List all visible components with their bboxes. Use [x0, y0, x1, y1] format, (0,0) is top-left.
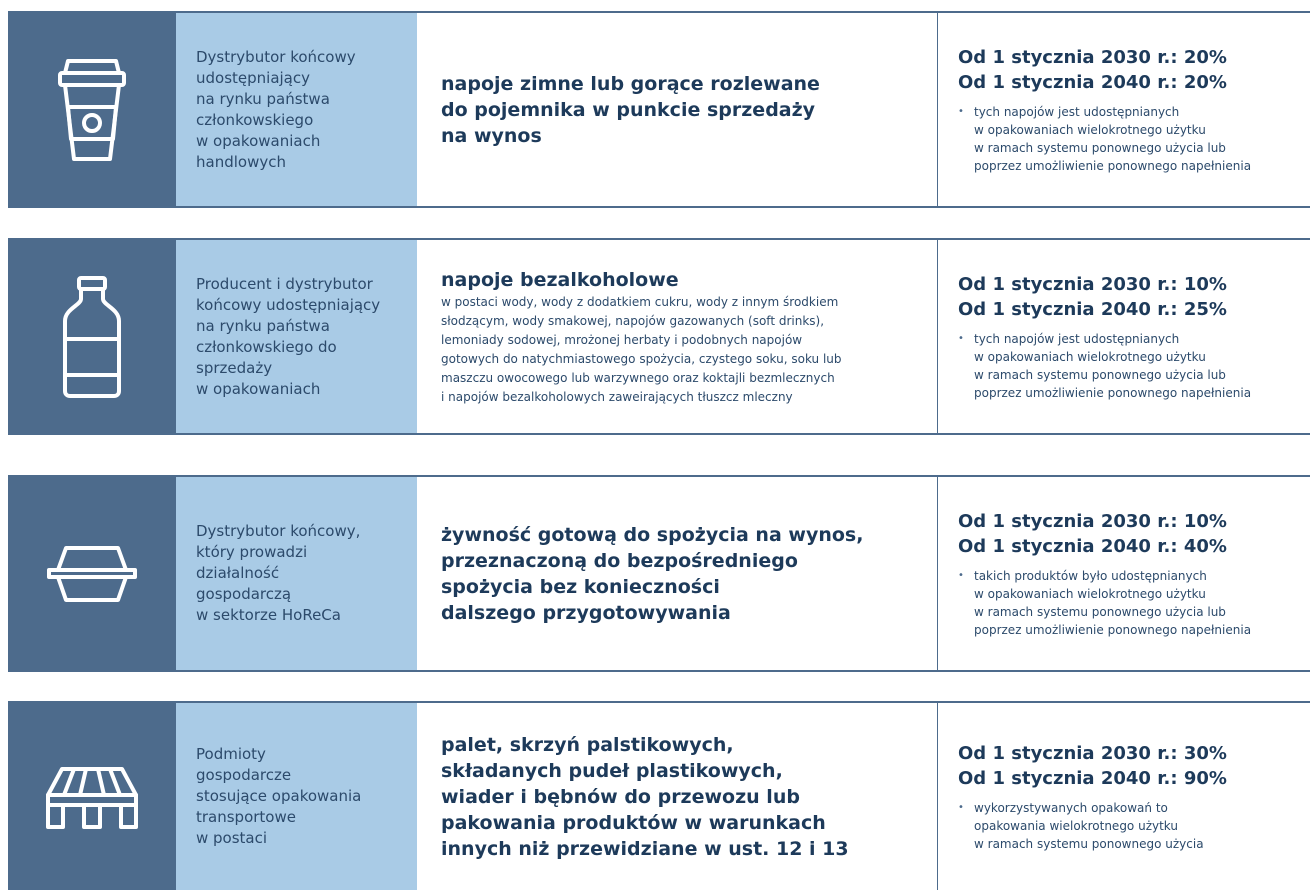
scope-title: palet, skrzyń palstikowych, składanych pudeł plastikowych, wiader i bębnów do przewozu lub pakowania produktów w warunkach innych niż przewidziane w ust. 12 i 13	[441, 733, 849, 860]
note-text: tych napojów jest udostępnianych w opakowaniach wielokrotnego użytku w ramach systemu ponownego użycia lub poprzez umożliwienie ponownego napełnienia	[974, 104, 1252, 173]
food-container-icon	[46, 542, 138, 606]
table-row	[8, 475, 1310, 672]
actor-text: Dystrybutor końcowy udostępniający na rynku państwa członkowskiego w opakowaniach handlowych	[196, 47, 356, 171]
scope-cell	[417, 703, 938, 890]
bullet-icon: •	[958, 332, 964, 344]
table-row	[8, 11, 1310, 208]
target-2040: Od 1 stycznia 2040 r.: 40%	[958, 535, 1227, 557]
scope-description: w postaci wody, wody z dodatkiem cukru, wody z innym środkiem słodzącym, wody smakowej, napojów gazowanych (soft drinks), lemoniady sodowej, mrożonej herbaty i podobnych napojów gotowych do natychmiastowego spożycia, czystego soku, soku lub maszczu owocowego lub warzywnego oraz koktajli bezmlecznych i napojów bezalkoholowych zaweirających tłuszcz mleczny	[441, 294, 842, 404]
actor-text: Producent i dystrybutor końcowy udostępniający na rynku państwa członkowskiego do sprzedaży w opakowaniach	[196, 274, 381, 398]
actor-cell	[176, 703, 417, 890]
target-2030: Od 1 stycznia 2030 r.: 10%	[958, 510, 1227, 532]
note-text: takich produktów było udostępnianych w opakowaniach wielokrotnego użytku w ramach systemu ponownego użycia lub poprzez umożliwienie ponownego napełnienia	[974, 568, 1252, 637]
scope-title: napoje zimne lub gorące rozlewane do pojemnika w punkcie sprzedaży na wynos	[441, 72, 820, 147]
bottle-icon	[59, 275, 125, 399]
target-note	[958, 799, 1310, 853]
target-cell	[938, 13, 1310, 206]
target-cell	[938, 703, 1310, 890]
target-note	[958, 103, 1310, 175]
icon-cell	[8, 13, 176, 206]
target-2040: Od 1 stycznia 2040 r.: 20%	[958, 71, 1227, 93]
target-2040: Od 1 stycznia 2040 r.: 25%	[958, 298, 1227, 320]
bullet-icon: •	[958, 569, 964, 581]
target-2030: Od 1 stycznia 2030 r.: 10%	[958, 273, 1227, 295]
scope-cell	[417, 13, 938, 206]
cup-icon	[54, 55, 130, 165]
bullet-icon: •	[958, 801, 964, 813]
scope-title: żywność gotową do spożycia na wynos, przeznaczoną do bezpośredniego spożycia bez konieczności dalszego przygotowywania	[441, 523, 864, 624]
icon-cell	[8, 240, 176, 433]
target-note	[958, 567, 1310, 639]
bullet-icon: •	[958, 105, 964, 117]
actor-text: Dystrybutor końcowy, który prowadzi działalność gospodarczą w sektorze HoReCa	[196, 522, 361, 624]
actor-cell	[176, 13, 417, 206]
table-row	[8, 701, 1310, 890]
actor-cell	[176, 477, 417, 670]
actor-cell	[176, 240, 417, 433]
target-2030: Od 1 stycznia 2030 r.: 30%	[958, 742, 1227, 764]
actor-text: Podmioty gospodarcze stosujące opakowania transportowe w postaci	[196, 745, 362, 847]
pallet-icon	[42, 763, 142, 831]
target-cell	[938, 477, 1310, 670]
note-text: tych napojów jest udostępnianych w opakowaniach wielokrotnego użytku w ramach systemu ponownego użycia lub poprzez umożliwienie ponownego napełnienia	[974, 331, 1252, 400]
scope-title: napoje bezalkoholowe	[441, 268, 679, 291]
target-2040: Od 1 stycznia 2040 r.: 90%	[958, 767, 1227, 789]
icon-cell	[8, 477, 176, 670]
note-text: wykorzystywanych opakowań to opakowania wielokrotnego użytku w ramach systemu ponownego użycia	[974, 800, 1204, 851]
icon-cell	[8, 703, 176, 890]
target-note	[958, 330, 1310, 402]
target-cell	[938, 240, 1310, 433]
scope-cell	[417, 477, 938, 670]
scope-cell	[417, 240, 938, 433]
target-2030: Od 1 stycznia 2030 r.: 20%	[958, 46, 1227, 68]
table-row	[8, 238, 1310, 435]
